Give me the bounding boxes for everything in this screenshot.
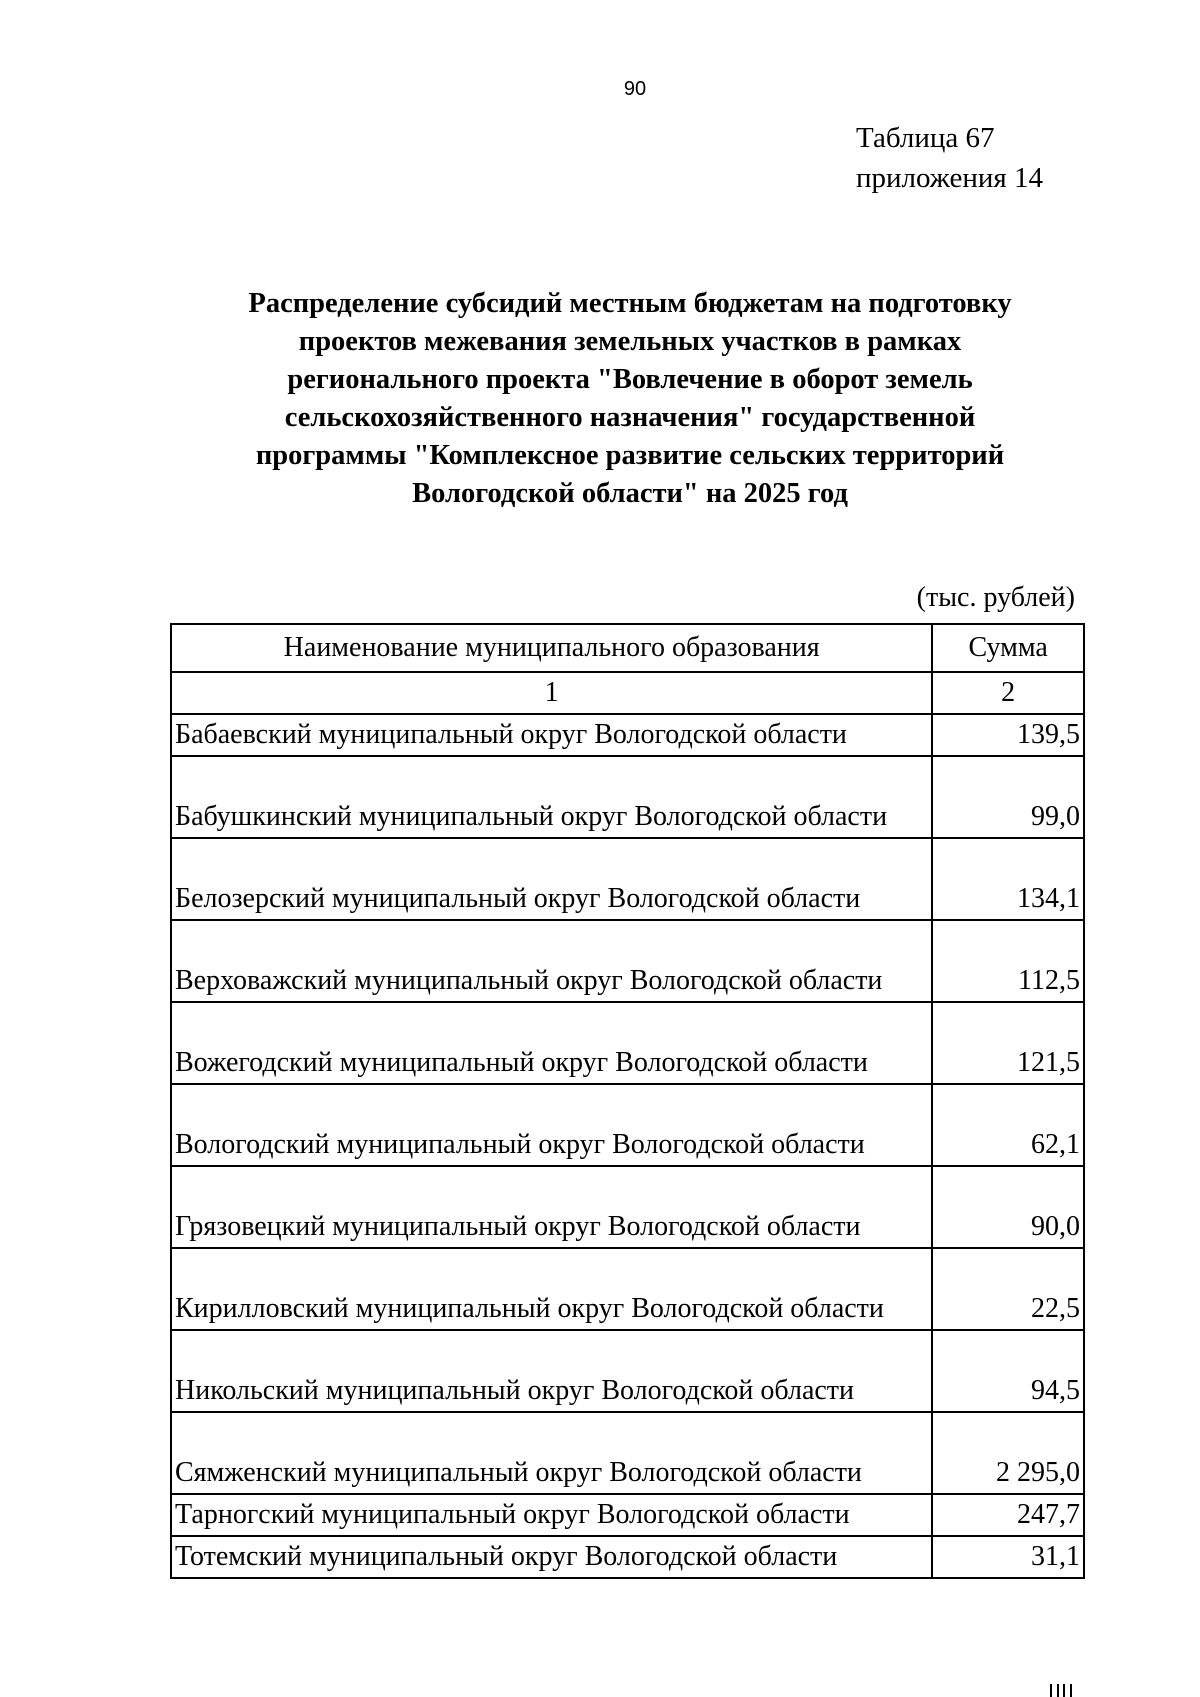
header-name: Наименование муниципального образования [171,624,932,672]
title-line: Вологодской области" на 2025 год [412,478,848,509]
table-row [171,1084,1084,1166]
municipality-name: Бабаевский муниципальный округ Вологодской области [171,714,932,756]
table-row [171,1412,1084,1494]
subsidy-amount: 139,5 [932,714,1084,756]
column-number-1: 1 [171,672,932,714]
units-label: (тыс. рублей) [916,582,1075,613]
column-number-2: 2 [932,672,1084,714]
subsidy-amount: 112,5 [932,920,1084,1002]
municipality-name: Вологодский муниципальный округ Вологодской области [171,1084,932,1166]
column-number-row [171,672,1084,714]
municipality-name: Кирилловский муниципальный округ Вологодской области [171,1248,932,1330]
table-header-row [171,624,1084,672]
header-sum: Сумма [932,624,1084,672]
page-number: 90 [623,78,647,100]
table-row [171,1330,1084,1412]
subsidy-amount: 94,5 [932,1330,1084,1412]
scan-artifact [1050,1684,1080,1697]
subsidy-amount: 31,1 [932,1536,1084,1578]
subsidy-amount: 62,1 [932,1084,1084,1166]
table-row [171,1248,1084,1330]
table-row [171,1166,1084,1248]
table-row [171,1494,1084,1536]
table-row [171,1536,1084,1578]
title-line: регионального проекта "Вовлечение в оборот земель [287,364,973,395]
table-reference-appendix: приложения 14 [856,162,1043,194]
title-line: Распределение субсидий местным бюджетам на подготовку [248,288,1012,319]
municipality-name: Тарногский муниципальный округ Вологодской области [171,1494,932,1536]
subsidy-amount: 99,0 [932,756,1084,838]
table-reference-number: Таблица 67 [856,122,995,154]
table-row [171,838,1084,920]
municipality-name: Вожегодский муниципальный округ Вологодской области [171,1002,932,1084]
municipality-name: Верховажский муниципальный округ Вологодской области [171,920,932,1002]
document-title [150,285,1110,513]
subsidy-amount: 22,5 [932,1248,1084,1330]
municipality-name: Белозерский муниципальный округ Вологодской области [171,838,932,920]
subsidy-amount: 134,1 [932,838,1084,920]
subsidy-amount: 121,5 [932,1002,1084,1084]
municipality-name: Никольский муниципальный округ Вологодской области [171,1330,932,1412]
subsidy-table [170,623,1085,1579]
municipality-name: Бабушкинский муниципальный округ Вологодской области [171,756,932,838]
municipality-name: Грязовецкий муниципальный округ Вологодской области [171,1166,932,1248]
subsidy-amount: 247,7 [932,1494,1084,1536]
table-row [171,756,1084,838]
municipality-name: Сямженский муниципальный округ Вологодской области [171,1412,932,1494]
table-row [171,714,1084,756]
table-row [171,1002,1084,1084]
table-row [171,920,1084,1002]
title-line: программы "Комплексное развитие сельских территорий [255,440,1005,471]
title-line: сельскохозяйственного назначения" государственной [284,402,976,433]
subsidy-amount: 90,0 [932,1166,1084,1248]
title-line: проектов межевания земельных участков в рамках [298,326,962,357]
subsidy-amount: 2 295,0 [932,1412,1084,1494]
municipality-name: Тотемский муниципальный округ Вологодской области [171,1536,932,1578]
table-reference [856,118,1043,198]
